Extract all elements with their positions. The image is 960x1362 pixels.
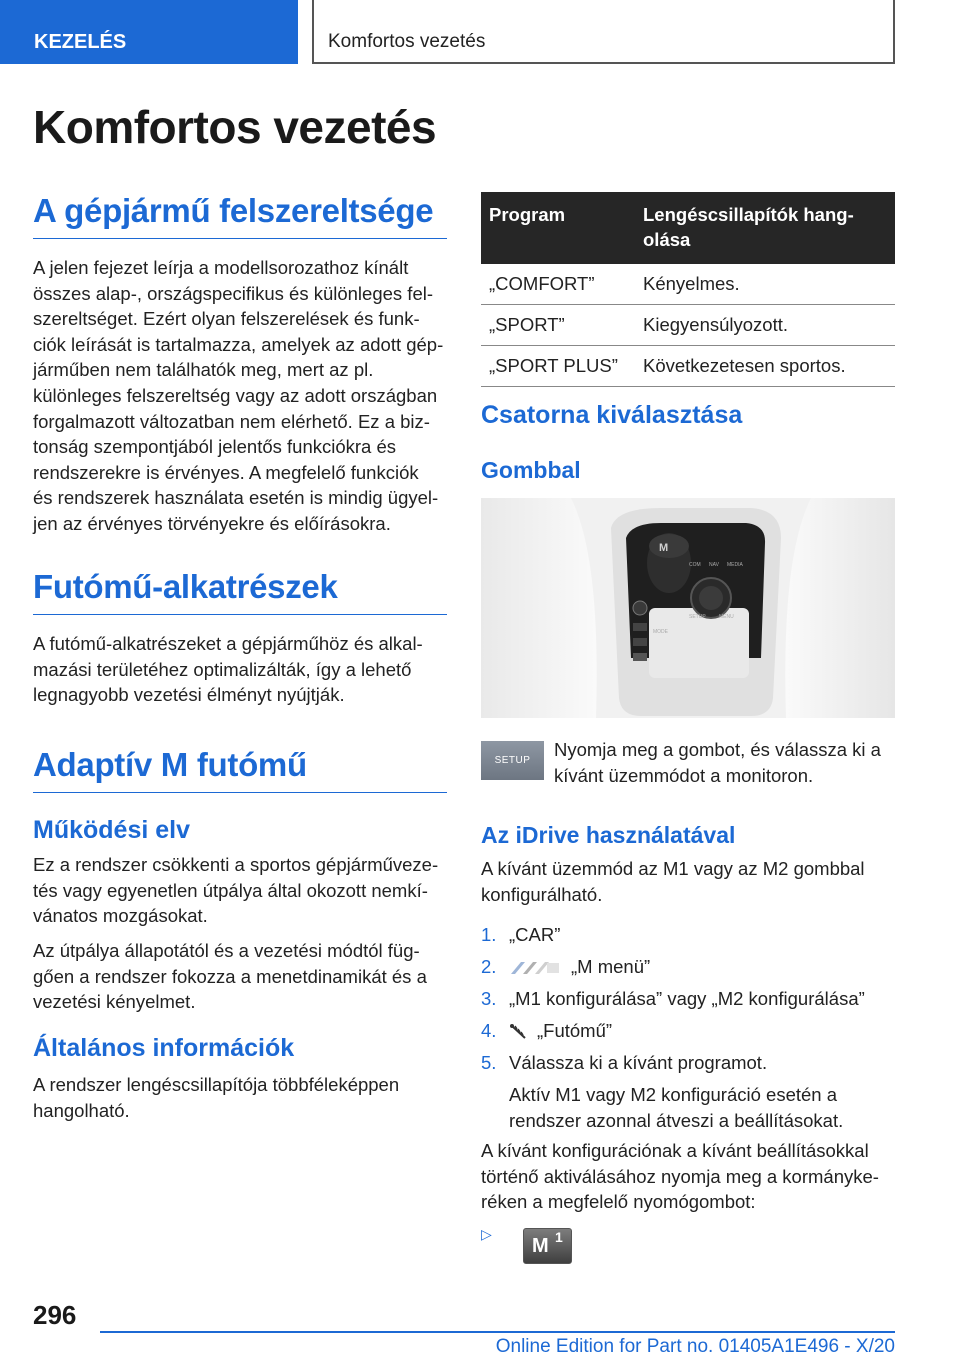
- text-line: A futómű-alkatrészeket a gépjárműhöz és alkal-: [33, 633, 423, 654]
- table-cell: „SPORT PLUS”: [481, 346, 635, 387]
- principle-paragraph-2: [33, 938, 453, 1015]
- bullet-arrow-icon: ▷: [481, 1226, 492, 1242]
- text-line: legnagyobb vezetési élményt nyújtják.: [33, 684, 345, 706]
- console-illustration: [481, 498, 895, 718]
- text-line: történő aktiválásához nyomja meg a kormányke-: [481, 1165, 879, 1187]
- idrive-intro: [481, 856, 901, 907]
- table-row: [481, 346, 895, 387]
- step-number: 3.: [481, 988, 497, 1009]
- text-line: Aktív M1 vagy M2 konfiguráció esetén a: [509, 1084, 838, 1105]
- final-paragraph: [481, 1138, 901, 1215]
- text-line: Ez a rendszer csökkenti a sportos gépjárműveze-: [33, 854, 439, 875]
- chassis-paragraph: [33, 631, 453, 708]
- photo-label: MODE: [653, 629, 668, 635]
- step-number: 4.: [481, 1020, 497, 1041]
- list-item: [481, 1050, 767, 1076]
- damper-table-wrap: [481, 192, 895, 387]
- text-line: forgalmazott változatban nem elérhető. Ez a biz-: [33, 410, 430, 432]
- heading-adaptive-m: Adaptív M futómű: [33, 746, 447, 793]
- text-line: A kívánt konfigurációnak a kívánt beállításokkal: [481, 1140, 869, 1161]
- heading-by-button: Gombbal: [481, 457, 581, 483]
- text-line: vánatos mozgásokat.: [33, 905, 208, 927]
- step-text: „M1 konfigurálása” vagy „M2 konfigurálása”: [509, 988, 865, 1009]
- text-line: szereltséget. Ezért olyan felszerelések és funk-: [33, 308, 420, 330]
- table-cell: Következetesen sportos.: [635, 346, 895, 387]
- heading-idrive: Az iDrive használatával: [481, 822, 736, 848]
- text-line: jen az érvényes törvényekre és előírásokra.: [33, 512, 391, 534]
- table-row: [481, 264, 895, 305]
- text-line: ciók leírását is tartalmazza, amelyek az adott gép-: [33, 333, 444, 355]
- general-info-paragraph: [33, 1072, 453, 1123]
- m1-letter: M: [532, 1235, 549, 1257]
- text-line: járműben nem találhatók meg, mert az pl.: [33, 359, 374, 381]
- table-cell: Kiegyensúlyozott.: [635, 305, 895, 346]
- photo-label: COM: [689, 562, 701, 568]
- section-heading: [33, 192, 447, 239]
- text-line: A jelen fejezet leírja a modellsorozathoz kínált: [33, 257, 409, 278]
- text-line: konfigurálható.: [481, 883, 603, 905]
- step-text: „M menü”: [571, 956, 651, 977]
- text-line: vezetési kényelmet.: [33, 991, 196, 1013]
- photo-label: MENU: [719, 614, 734, 620]
- heading-operating-principle: Működési elv: [33, 816, 190, 844]
- chassis-icon: [509, 1023, 529, 1041]
- photo-label: NAV: [709, 562, 719, 568]
- step-text: „CAR”: [509, 924, 561, 945]
- subheading: [481, 457, 581, 484]
- table-header-program: Program: [481, 192, 635, 264]
- text-line: Az útpálya állapotától és a vezetési módtól füg-: [33, 940, 420, 961]
- m1-button-icon: [523, 1228, 572, 1264]
- table-header-row: [481, 192, 895, 264]
- photo-label: M: [659, 542, 669, 554]
- text-line: hangolható.: [33, 1099, 130, 1121]
- table-cell: „SPORT”: [481, 305, 635, 346]
- center-console-photo: [481, 498, 895, 718]
- section-heading: [33, 568, 447, 615]
- photo-label: MEDIA: [727, 562, 743, 568]
- step-5-note: [509, 1082, 899, 1133]
- text-line: összes alap-, országspecifikus és különleges fel-: [33, 282, 433, 304]
- principle-paragraph-1: [33, 852, 453, 929]
- list-item: [481, 954, 650, 980]
- list-item: [481, 922, 560, 948]
- table-header-tuning: [635, 192, 895, 264]
- header-line: olása: [643, 229, 691, 250]
- text-line: és rendszerek használata esetén is mindig ügyel-: [33, 487, 439, 509]
- subheading: [481, 822, 735, 849]
- heading-chassis: Futómű-alkatrészek: [33, 568, 447, 615]
- step-text: Válassza ki a kívánt programot.: [509, 1052, 768, 1073]
- text-line: különleges felszereltség vagy az adott országban: [33, 384, 438, 406]
- step-text: „Futómű”: [537, 1020, 613, 1041]
- text-line: A kívánt üzemmód az M1 vagy az M2 gombbal: [481, 858, 865, 879]
- step-number: 1.: [481, 924, 497, 945]
- text-line: gően a rendszer fokozza a menetdinamikát és a: [33, 965, 427, 987]
- text-line: rendszer azonnal átveszi a beállításokat.: [509, 1109, 844, 1131]
- header-line: Lengéscsillapítók hang-: [643, 204, 854, 225]
- subheading: [33, 816, 190, 845]
- setup-button-icon: SETUP: [481, 741, 544, 780]
- heading-equipment: A gépjármű felszereltsége: [33, 192, 447, 239]
- text-line: tonság szempontjából jelentős funkciókra és: [33, 436, 397, 458]
- text-line: rendszerekre is érvényes. A megfelelő funkciók: [33, 461, 419, 483]
- heading-channel-select: Csatorna kiválasztása: [481, 401, 743, 429]
- text-line: A rendszer lengéscsillapítója többféleképpen: [33, 1074, 400, 1095]
- heading-general-info: Általános információk: [33, 1034, 295, 1062]
- footer-edition-link[interactable]: Online Edition for Part no. 01405A1E496 - X/20: [495, 1336, 895, 1357]
- page-number: 296: [33, 1300, 77, 1330]
- subheading: [33, 1034, 294, 1063]
- damper-table: [481, 192, 895, 387]
- table-cell: „COMFORT”: [481, 264, 635, 305]
- section-tab[interactable]: KEZELÉS: [0, 0, 298, 64]
- setup-instruction: [554, 737, 899, 788]
- m1-digit: 1: [555, 1229, 563, 1245]
- section-heading: [33, 746, 447, 793]
- text-line: kívánt üzemmódot a monitoron.: [554, 764, 814, 786]
- equipment-paragraph: [33, 255, 453, 537]
- table-cell: Kényelmes.: [635, 264, 895, 305]
- text-line: réken a megfelelő nyomógombot:: [481, 1191, 756, 1213]
- text-line: tés vagy egyenetlen útpálya által okozott nemkí-: [33, 879, 428, 901]
- step-number: 5.: [481, 1052, 497, 1073]
- list-item: [481, 1018, 612, 1044]
- text-line: mazási területéhez optimalizálták, így a lehető: [33, 658, 412, 680]
- list-item: [481, 986, 865, 1012]
- photo-label: SETUP: [689, 614, 706, 620]
- subheading: [481, 401, 742, 430]
- table-row: [481, 305, 895, 346]
- m-menu-icon: [509, 961, 561, 975]
- step-number: 2.: [481, 956, 497, 977]
- footer-divider: [100, 1331, 895, 1333]
- chapter-title: Komfortos vezetés: [312, 0, 895, 64]
- page-title: Komfortos vezetés: [33, 101, 437, 153]
- text-line: Nyomja meg a gombot, és válassza ki a: [554, 739, 881, 760]
